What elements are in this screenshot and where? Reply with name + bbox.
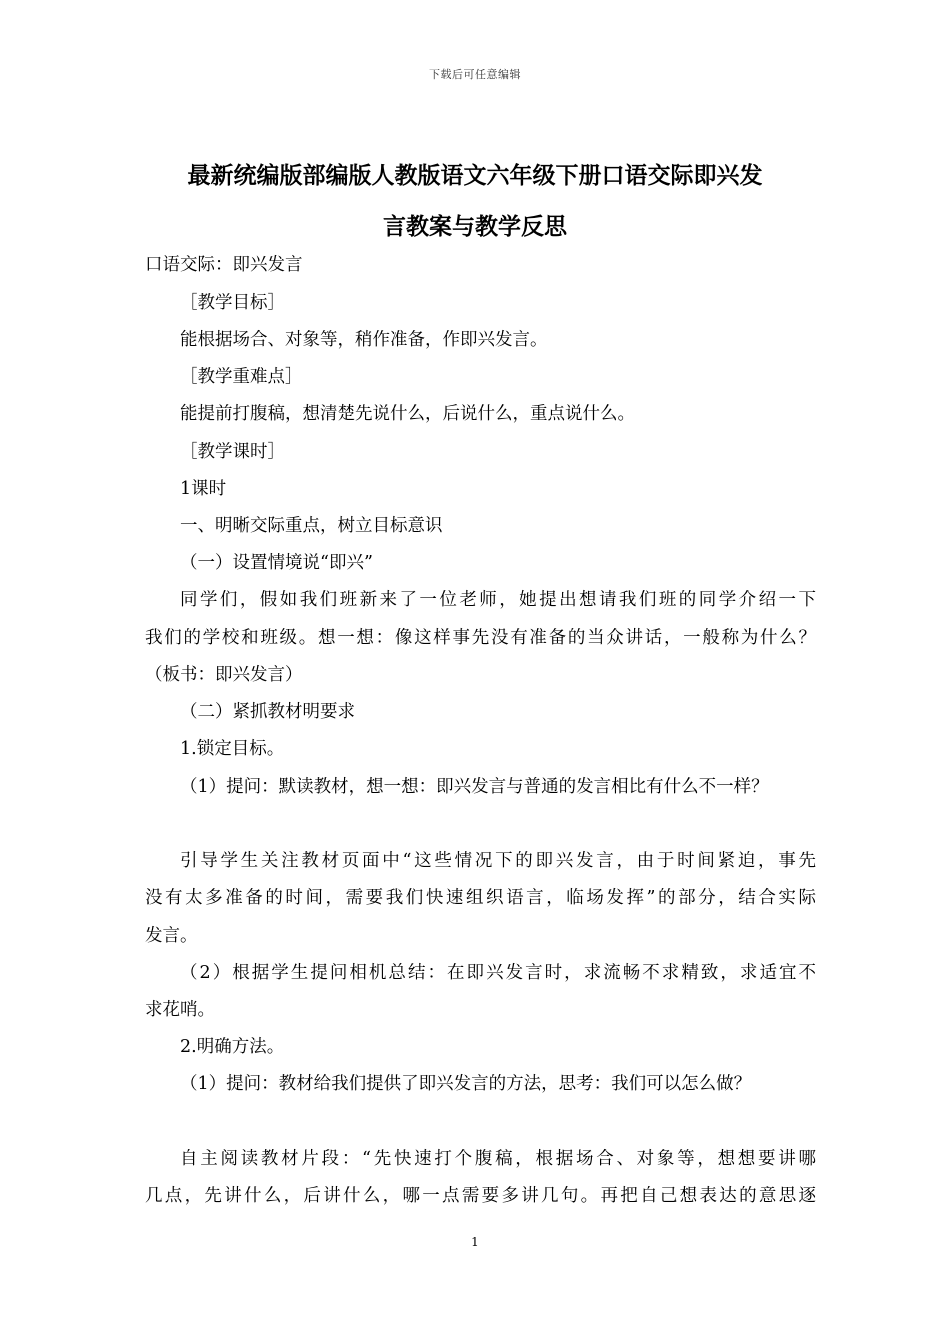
document-title-line-2: 言教案与教学反思 — [383, 214, 567, 240]
subheading: （二）紧抓教材明要求 — [180, 702, 355, 722]
paragraph-line: 几点，先讲什么，后讲什么，哪一点需要多讲几句。再把自己想表达的意思逐 — [145, 1186, 816, 1206]
paragraph-line: 能根据场合、对象等，稍作准备，作即兴发言。 — [180, 330, 548, 350]
paragraph-line: （1）提问：教材给我们提供了即兴发言的方法，思考：我们可以怎么做？ — [180, 1074, 752, 1094]
subheading: （一）设置情境说“即兴” — [180, 553, 373, 573]
paragraph-line: 引导学生关注教材页面中“这些情况下的即兴发言，由于时间紧迫，事先 — [180, 851, 816, 871]
subheading: ［教学目标］ — [180, 293, 285, 313]
paragraph-line: （板书：即兴发言） — [145, 665, 303, 685]
paragraph-line: 2.明确方法。 — [180, 1037, 285, 1057]
subheading: ［教学重难点］ — [180, 367, 303, 387]
paragraph-line: 同学们，假如我们班新来了一位老师，她提出想请我们班的同学介绍一下 — [180, 590, 816, 610]
section-heading: 口语交际：即兴发言 — [145, 255, 303, 275]
paragraph-line: 求花哨。 — [145, 1000, 215, 1020]
paragraph-line: 能提前打腹稿，想清楚先说什么，后说什么，重点说什么。 — [180, 404, 635, 424]
page-header: 下载后可任意编辑 — [429, 68, 521, 81]
subheading: ［教学课时］ — [180, 442, 285, 462]
section-heading: 一、明晰交际重点，树立目标意识 — [180, 516, 443, 536]
paragraph-line: 1课时 — [180, 479, 227, 499]
paragraph-line: 1.锁定目标。 — [180, 739, 285, 759]
paragraph-line: 自主阅读教材片段：“先快速打个腹稿，根据场合、对象等，想想要讲哪 — [180, 1149, 816, 1169]
paragraph-line: （2）根据学生提问相机总结：在即兴发言时，求流畅不求精致，求适宜不 — [180, 963, 816, 983]
document-title-line-1: 最新统编版部编版人教版语文六年级下册口语交际即兴发 — [187, 163, 763, 189]
paragraph-line: （1）提问：默读教材，想一想：即兴发言与普通的发言相比有什么不一样？ — [180, 777, 769, 797]
paragraph-line: 发言。 — [145, 926, 198, 946]
paragraph-line: 我们的学校和班级。想一想：像这样事先没有准备的当众讲话，一般称为什么？ — [145, 628, 816, 648]
page-number: 1 — [471, 1235, 479, 1249]
paragraph-line: 没有太多准备的时间，需要我们快速组织语言，临场发挥”的部分，结合实际 — [145, 888, 816, 908]
